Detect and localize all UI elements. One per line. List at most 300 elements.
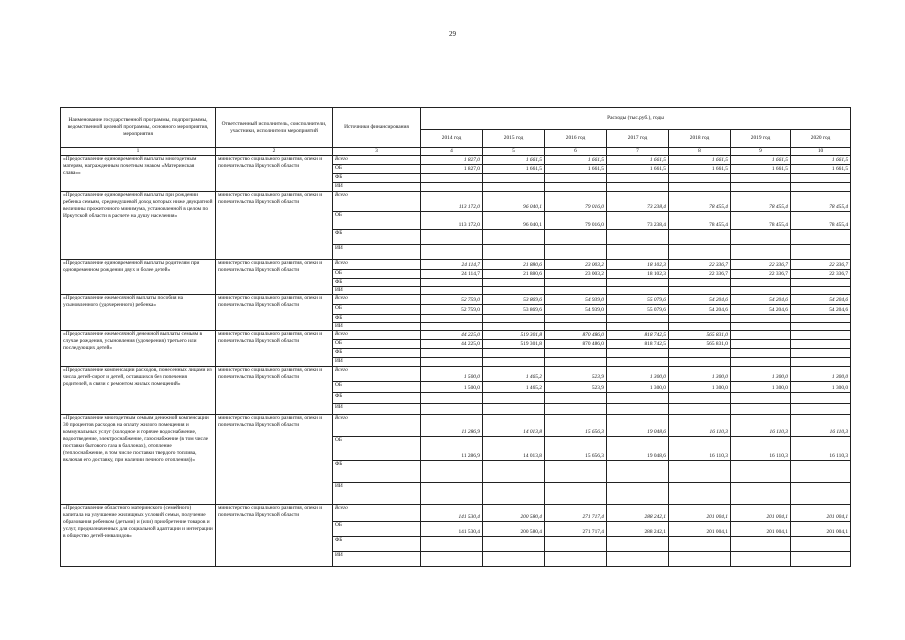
measure-name: «Предоставление компенсации расходов, понесенных лицами из числа детей-сирот и детей, оставшихся без попечения родителей, в связи с ремонтом жилых помещений» [61, 367, 216, 415]
table-row [61, 192, 851, 212]
amount-cell [607, 552, 669, 567]
amount-cell: 200 580,4 [483, 522, 545, 537]
amount-cell [669, 230, 731, 245]
funding-source: Всего [333, 260, 421, 270]
funding-source: ОБ [333, 212, 421, 230]
amount-cell [421, 552, 483, 567]
amount-cell: 24 114,7 [421, 260, 483, 270]
amount-cell: 1 661,5 [731, 156, 791, 165]
header-year: 2019 год [731, 130, 791, 148]
amount-cell: 1 661,5 [731, 165, 791, 174]
measure-executor: министерство социального развития, опеки и попечительства Иркутской области [216, 260, 333, 295]
amount-cell: 1 661,5 [545, 165, 607, 174]
amount-cell: 523,9 [545, 382, 607, 393]
amount-cell: 818 742,5 [607, 331, 669, 340]
funding-source: ФБ [333, 461, 421, 483]
amount-cell: 22 336,7 [791, 260, 851, 270]
amount-cell [791, 279, 851, 287]
header-year: 2018 год [669, 130, 731, 148]
amount-cell: 1 661,5 [791, 156, 851, 165]
table-row [61, 260, 851, 270]
funding-source: ИИ [333, 245, 421, 260]
amount-cell: 14 013,8 [483, 415, 545, 437]
amount-cell: 201 004,1 [731, 505, 791, 522]
amount-cell: 1 300,0 [607, 367, 669, 382]
amount-cell: 16 110,3 [669, 437, 731, 461]
funding-source: Всего [333, 505, 421, 522]
amount-cell [421, 245, 483, 260]
amount-cell: 1 661,5 [669, 165, 731, 174]
column-index: 6 [545, 148, 607, 156]
amount-cell: 1 661,5 [607, 156, 669, 165]
amount-cell [421, 323, 483, 331]
amount-cell [669, 279, 731, 287]
amount-cell: 1 300,0 [791, 382, 851, 393]
column-index: 5 [483, 148, 545, 156]
amount-cell [483, 552, 545, 567]
amount-cell [607, 537, 669, 552]
amount-cell: 201 004,1 [731, 522, 791, 537]
amount-cell: 201 004,1 [669, 505, 731, 522]
amount-cell: 73 238,4 [607, 192, 669, 212]
amount-cell: 54 204,6 [669, 305, 731, 315]
amount-cell: 78 455,4 [731, 212, 791, 230]
amount-cell [731, 230, 791, 245]
amount-cell: 22 336,7 [731, 260, 791, 270]
header-executor: Ответственный исполнитель, соисполнители, участники, исполнители мероприятий [216, 108, 333, 148]
amount-cell [731, 323, 791, 331]
header-year: 2017 год [607, 130, 669, 148]
amount-cell: 78 455,4 [731, 192, 791, 212]
amount-cell: 79 016,0 [545, 212, 607, 230]
measure-name: «Предоставление областного материнского (семейного) капитала на улучшение жилищных условий семьи, получение образования ребенком (детьми) и (или) приобретение товаров и услуг, предназначенных для социальной адаптации и интеграции в общество детей-инвалидов» [61, 505, 216, 567]
amount-cell: 1 300,0 [731, 367, 791, 382]
funding-source: ОБ [333, 382, 421, 393]
funding-source: ИИ [333, 483, 421, 505]
funding-source: Всего [333, 331, 421, 340]
table-row [61, 415, 851, 437]
amount-cell [421, 183, 483, 192]
amount-cell: 113 172,0 [421, 212, 483, 230]
measure-name: «Предоставление единовременной выплаты при рождении ребенка семьям, среднедушевой доход которых ниже двукратной величины прожиточного минимума, установленной в целом по Иркутской области в расчете на душу населения» [61, 192, 216, 260]
amount-cell: 78 455,4 [791, 212, 851, 230]
measure-executor: министерство социального развития, опеки и попечительства Иркутской области [216, 192, 333, 260]
amount-cell [791, 331, 851, 340]
amount-cell: 54 204,6 [791, 305, 851, 315]
amount-cell [791, 537, 851, 552]
amount-cell [421, 358, 483, 367]
amount-cell [731, 461, 791, 483]
amount-cell [607, 323, 669, 331]
amount-cell: 1 300,0 [607, 382, 669, 393]
measure-name: «Предоставление ежемесячной выплаты пособия на усыновленного (удочеренного) ребенка» [61, 295, 216, 331]
amount-cell [545, 404, 607, 415]
funding-source: ИИ [333, 287, 421, 295]
amount-cell: 54 939,0 [545, 305, 607, 315]
amount-cell: 18 102,3 [607, 260, 669, 270]
funding-source: ИИ [333, 552, 421, 567]
amount-cell: 16 110,3 [669, 415, 731, 437]
amount-cell [607, 358, 669, 367]
funding-source: Всего [333, 192, 421, 212]
amount-cell: 1 661,5 [483, 156, 545, 165]
amount-cell [791, 404, 851, 415]
amount-cell [669, 245, 731, 260]
funding-source: ФБ [333, 279, 421, 287]
amount-cell: 11 286,9 [421, 415, 483, 437]
amount-cell [607, 349, 669, 358]
amount-cell: 271 717,4 [545, 522, 607, 537]
amount-cell [421, 537, 483, 552]
amount-cell [421, 315, 483, 323]
column-index: 8 [669, 148, 731, 156]
amount-cell [791, 358, 851, 367]
funding-source: ОБ [333, 437, 421, 461]
amount-cell [421, 174, 483, 183]
amount-cell [791, 287, 851, 295]
amount-cell: 78 455,4 [669, 212, 731, 230]
amount-cell: 1 661,5 [545, 156, 607, 165]
amount-cell [669, 537, 731, 552]
amount-cell: 1 500,0 [421, 382, 483, 393]
amount-cell: 78 455,4 [791, 192, 851, 212]
amount-cell: 201 004,1 [791, 505, 851, 522]
measure-executor: министерство социального развития, опеки и попечительства Иркутской области [216, 415, 333, 505]
header-year: 2020 год [791, 130, 851, 148]
header-source: Источники финансирования [333, 108, 421, 148]
amount-cell: 523,9 [545, 367, 607, 382]
amount-cell: 19 048,6 [607, 437, 669, 461]
amount-cell: 18 102,3 [607, 270, 669, 279]
amount-cell: 21 880,6 [483, 260, 545, 270]
amount-cell: 565 831,0 [669, 340, 731, 349]
amount-cell: 24 114,7 [421, 270, 483, 279]
amount-cell: 16 110,3 [731, 415, 791, 437]
amount-cell [545, 174, 607, 183]
amount-cell [483, 183, 545, 192]
measure-name: «Предоставление единовременной выплаты родителям при одновременном рождении двух и более детей» [61, 260, 216, 295]
amount-cell [669, 287, 731, 295]
amount-cell [791, 315, 851, 323]
amount-cell: 1 661,5 [791, 165, 851, 174]
amount-cell [483, 174, 545, 183]
amount-cell: 16 110,3 [791, 437, 851, 461]
amount-cell: 1 465,2 [483, 367, 545, 382]
amount-cell: 22 336,7 [669, 260, 731, 270]
amount-cell [483, 461, 545, 483]
amount-cell [791, 323, 851, 331]
amount-cell [545, 552, 607, 567]
funding-source: ОБ [333, 305, 421, 315]
amount-cell: 52 759,0 [421, 305, 483, 315]
table-row [61, 367, 851, 382]
amount-cell [545, 287, 607, 295]
amount-cell [483, 287, 545, 295]
amount-cell: 52 759,0 [421, 295, 483, 305]
amount-cell: 79 016,0 [545, 192, 607, 212]
funding-source: Всего [333, 415, 421, 437]
amount-cell: 818 742,5 [607, 340, 669, 349]
amount-cell: 96 040,1 [483, 192, 545, 212]
amount-cell [421, 483, 483, 505]
amount-cell [731, 349, 791, 358]
amount-cell [731, 552, 791, 567]
amount-cell [607, 279, 669, 287]
amount-cell [731, 483, 791, 505]
table-row [61, 295, 851, 305]
column-index: 4 [421, 148, 483, 156]
funding-source: Всего [333, 367, 421, 382]
amount-cell: 1 300,0 [791, 367, 851, 382]
amount-cell: 22 336,7 [731, 270, 791, 279]
amount-cell [731, 279, 791, 287]
amount-cell [421, 349, 483, 358]
amount-cell: 11 286,9 [421, 437, 483, 461]
funding-source: ИИ [333, 183, 421, 192]
amount-cell [483, 537, 545, 552]
amount-cell [421, 287, 483, 295]
amount-cell: 54 204,6 [669, 295, 731, 305]
amount-cell: 288 242,1 [607, 505, 669, 522]
header-year: 2014 год [421, 130, 483, 148]
amount-cell [545, 461, 607, 483]
amount-cell: 21 880,6 [483, 270, 545, 279]
amount-cell: 23 003,2 [545, 270, 607, 279]
amount-cell [607, 315, 669, 323]
amount-cell [731, 340, 791, 349]
amount-cell [669, 349, 731, 358]
amount-cell [669, 358, 731, 367]
amount-cell [791, 552, 851, 567]
amount-cell: 55 079,6 [607, 295, 669, 305]
column-index: 10 [791, 148, 851, 156]
amount-cell [669, 552, 731, 567]
amount-cell: 200 580,4 [483, 505, 545, 522]
amount-cell [731, 183, 791, 192]
amount-cell [791, 461, 851, 483]
funding-source: ФБ [333, 537, 421, 552]
amount-cell: 870 486,0 [545, 331, 607, 340]
amount-cell: 519 301,8 [483, 331, 545, 340]
amount-cell [545, 183, 607, 192]
amount-cell [545, 279, 607, 287]
amount-cell: 54 939,0 [545, 295, 607, 305]
measure-executor: министерство социального развития, опеки и попечительства Иркутской области [216, 331, 333, 367]
amount-cell [607, 287, 669, 295]
amount-cell: 54 204,6 [791, 295, 851, 305]
amount-cell [791, 183, 851, 192]
funding-source: ОБ [333, 165, 421, 174]
amount-cell [791, 340, 851, 349]
header-year: 2016 год [545, 130, 607, 148]
amount-cell [483, 230, 545, 245]
amount-cell [607, 393, 669, 404]
amount-cell [669, 404, 731, 415]
funding-source: ФБ [333, 393, 421, 404]
amount-cell [669, 323, 731, 331]
amount-cell: 1 661,5 [669, 156, 731, 165]
amount-cell: 55 079,6 [607, 305, 669, 315]
amount-cell: 113 172,0 [421, 192, 483, 212]
table-row [61, 156, 851, 165]
table-body [61, 156, 851, 567]
amount-cell: 141 530,4 [421, 522, 483, 537]
amount-cell [791, 245, 851, 260]
amount-cell: 54 204,6 [731, 295, 791, 305]
funding-source: Всего [333, 295, 421, 305]
amount-cell: 1 827,0 [421, 165, 483, 174]
amount-cell [731, 537, 791, 552]
funding-source: ФБ [333, 349, 421, 358]
amount-cell [483, 315, 545, 323]
funding-source: ОБ [333, 340, 421, 349]
amount-cell: 16 110,3 [731, 437, 791, 461]
amount-cell [421, 404, 483, 415]
amount-cell [483, 404, 545, 415]
amount-cell [607, 230, 669, 245]
amount-cell [607, 174, 669, 183]
table-row [61, 505, 851, 522]
amount-cell [731, 404, 791, 415]
measure-name: «Предоставление единовременной выплаты многодетным матерям, награжденным почетным знаком «Материнская слава»» [61, 156, 216, 192]
amount-cell: 1 827,0 [421, 156, 483, 165]
amount-cell [791, 393, 851, 404]
amount-cell [791, 174, 851, 183]
amount-cell [669, 461, 731, 483]
funding-source: ФБ [333, 230, 421, 245]
amount-cell [791, 483, 851, 505]
amount-cell [545, 393, 607, 404]
amount-cell [607, 245, 669, 260]
funding-source: ОБ [333, 270, 421, 279]
funding-source: ИИ [333, 358, 421, 367]
amount-cell [731, 174, 791, 183]
measure-executor: министерство социального развития, опеки и попечительства Иркутской области [216, 156, 333, 192]
amount-cell: 1 500,0 [421, 367, 483, 382]
amount-cell: 1 300,0 [669, 382, 731, 393]
column-index: 1 [61, 148, 216, 156]
amount-cell [483, 279, 545, 287]
amount-cell: 78 455,4 [669, 192, 731, 212]
amount-cell: 201 004,1 [669, 522, 731, 537]
amount-cell: 22 336,7 [791, 270, 851, 279]
amount-cell [421, 279, 483, 287]
funding-source: ОБ [333, 522, 421, 537]
amount-cell [483, 349, 545, 358]
amount-cell: 96 040,1 [483, 212, 545, 230]
amount-cell [483, 358, 545, 367]
measure-name: «Предоставление ежемесячной денежной выплаты семьям в случае рождения, усыновления (удочерения) третьего или последующих детей» [61, 331, 216, 367]
amount-cell: 1 661,5 [607, 165, 669, 174]
funding-source: ФБ [333, 174, 421, 183]
amount-cell: 14 013,8 [483, 437, 545, 461]
amount-cell [545, 230, 607, 245]
amount-cell: 15 656,3 [545, 437, 607, 461]
amount-cell [731, 393, 791, 404]
header-expenses: Расходы (тыс.руб.), годы [421, 108, 851, 130]
amount-cell [731, 287, 791, 295]
amount-cell [545, 315, 607, 323]
amount-cell [545, 537, 607, 552]
amount-cell [669, 315, 731, 323]
amount-cell [421, 393, 483, 404]
amount-cell: 201 004,1 [791, 522, 851, 537]
amount-cell [607, 483, 669, 505]
amount-cell: 271 717,4 [545, 505, 607, 522]
amount-cell [545, 483, 607, 505]
page-number: 29 [449, 30, 456, 38]
header-index-row [61, 148, 851, 156]
amount-cell [421, 461, 483, 483]
amount-cell: 288 242,1 [607, 522, 669, 537]
amount-cell: 1 300,0 [669, 367, 731, 382]
amount-cell: 54 204,6 [731, 305, 791, 315]
table-row [61, 331, 851, 340]
amount-cell [791, 230, 851, 245]
amount-cell: 15 656,3 [545, 415, 607, 437]
column-index: 2 [216, 148, 333, 156]
amount-cell: 1 661,5 [483, 165, 545, 174]
amount-cell: 22 336,7 [669, 270, 731, 279]
amount-cell: 73 238,4 [607, 212, 669, 230]
column-index: 9 [731, 148, 791, 156]
amount-cell [669, 393, 731, 404]
amount-cell: 519 301,8 [483, 340, 545, 349]
funding-source: ФБ [333, 315, 421, 323]
amount-cell [731, 245, 791, 260]
amount-cell [607, 183, 669, 192]
amount-cell [421, 230, 483, 245]
amount-cell [731, 331, 791, 340]
amount-cell [669, 174, 731, 183]
measure-executor: министерство социального развития, опеки и попечительства Иркутской области [216, 505, 333, 567]
amount-cell: 19 048,6 [607, 415, 669, 437]
measure-executor: министерство социального развития, опеки и попечительства Иркутской области [216, 367, 333, 415]
amount-cell: 23 003,2 [545, 260, 607, 270]
funding-source: ИИ [333, 404, 421, 415]
amount-cell [545, 323, 607, 331]
amount-cell: 870 486,0 [545, 340, 607, 349]
amount-cell: 53 869,6 [483, 305, 545, 315]
amount-cell [545, 245, 607, 260]
amount-cell: 53 869,6 [483, 295, 545, 305]
funding-source: Всего [333, 156, 421, 165]
amount-cell [607, 461, 669, 483]
amount-cell [791, 349, 851, 358]
amount-cell [483, 245, 545, 260]
funding-source: ИИ [333, 323, 421, 331]
header-year: 2015 год [483, 130, 545, 148]
amount-cell [669, 183, 731, 192]
amount-cell: 44 225,0 [421, 331, 483, 340]
header-name: Наименование государственной программы, подпрограммы, ведомственной целевой программы, основного мероприятия, мероприятия [61, 108, 216, 148]
amount-cell: 16 110,3 [791, 415, 851, 437]
amount-cell: 565 831,0 [669, 331, 731, 340]
amount-cell [545, 358, 607, 367]
amount-cell [483, 323, 545, 331]
amount-cell [483, 483, 545, 505]
amount-cell [483, 393, 545, 404]
amount-cell [731, 358, 791, 367]
amount-cell [545, 349, 607, 358]
amount-cell: 1 300,0 [731, 382, 791, 393]
amount-cell: 1 465,2 [483, 382, 545, 393]
amount-cell: 44 225,0 [421, 340, 483, 349]
amount-cell [731, 315, 791, 323]
measure-executor: министерство социального развития, опеки и попечительства Иркутской области [216, 295, 333, 331]
measure-name: «Предоставление многодетным семьям денежной компенсации 30 процентов расходов на оплату жилого помещения и коммунальных услуг (холодное и горячее водоснабжение, водоотведение, электроснабжение, газоснабжение (в том числе поставки бытового газа в баллонах), отопление (теплоснабжение, в том числе поставки твердого топлива, включая его доставку, при наличии печного отопления))» [61, 415, 216, 505]
amount-cell [607, 404, 669, 415]
